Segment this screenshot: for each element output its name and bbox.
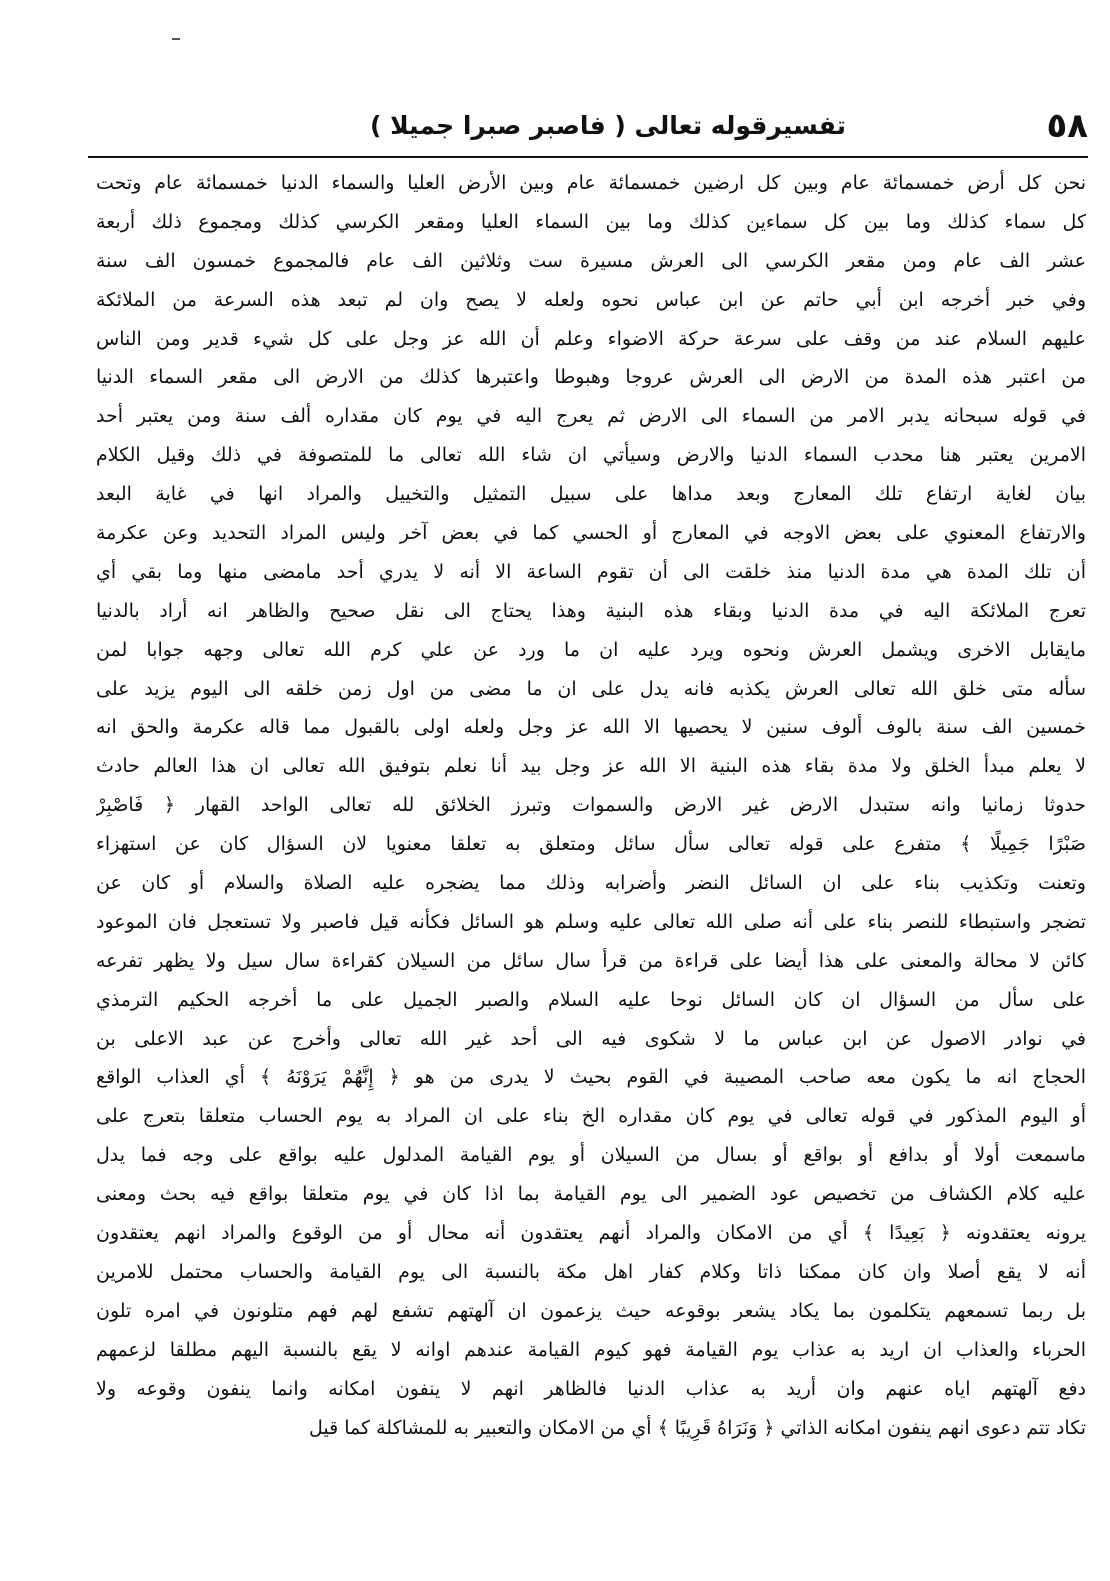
scan-speck xyxy=(172,38,180,40)
text-line: كل سماء كذلك وما بين كل سماءين كذلك وما بين السماء العليا ومقعر الكرسي كذلك ومجموع ذلك أربعة xyxy=(96,210,1086,233)
page-number: ٥٨ xyxy=(1046,106,1088,146)
text-line: نحن كل أرض خمسمائة عام وبين كل ارضين خمسمائة عام وبين الأرض العليا والسماء الدنيا خمسمائة عام وتحت xyxy=(96,172,1086,194)
text-line: حدوثا زمانيا وانه ستبدل الارض غير الارض والسموات وتبرز الخلائق لله تعالى الواحد القهار ﴿ فَاصْبِرْ xyxy=(96,794,1086,817)
text-line: الحرباء والعذاب ان اريد به عذاب يوم القيامة فهو كيوم القيامة عندهم اوانه لا يقع بالنسبة اليهم مطلقا لزعمهم xyxy=(96,1338,1086,1361)
text-line: في قوله سبحانه يدبر الامر من السماء الى الارض ثم يعرج اليه في يوم كان مقداره ألف سنة ومن يعتبر أحد xyxy=(96,405,1086,428)
text-line: صَبْرًا جَمِيلًا ﴾ متفرع على قوله تعالى سأل سائل ومتعلق به تعلقا معنويا لان السؤال كان عن استهزاء xyxy=(96,833,1086,856)
text-line: أن تلك المدة هي مدة الدنيا منذ خلقت الى أن تقوم الساعة الا أنه لا يدري أحد مامضى منها وما بقي أي xyxy=(96,560,1086,583)
text-line: دفع آلهتهم اياه عنهم وان أريد به عذاب الدنيا فالظاهر انهم لا ينفون امكانه وانما ينفون وقوعه ولا xyxy=(96,1377,1086,1400)
text-line: سأله متى خلق الله تعالى العرش يكذبه فانه يدل على ان ما مضى من اول زمن خلقه الى اليوم يزيد على xyxy=(96,677,1086,700)
text-line: كائن لا محالة والمعنى على هذا أيضا على قراءة من قرأ سال سائل من السيلان كقراءة سال سيل ولا يظهر تفرعه xyxy=(96,949,1086,972)
text-line: من اعتبر هذه المدة من الارض الى العرش عروجا وهبوطا واعتبرها كذلك من الارض الى مقعر السماء الدنيا xyxy=(96,366,1086,389)
text-line: خمسين الف سنة بالوف ألوف سنين لا يحصيها الا الله عز وجل ولعله اولى بالقبول مما قاله عكرمة والحق انه xyxy=(96,716,1086,739)
text-line: أنه لا يقع أصلا وان كان ممكنا ذاتا وكلام كفار اهل مكة بالنسبة الى يوم القيامة والحساب محتمل للامرين xyxy=(96,1260,1086,1283)
text-line: بل ربما تسمعهم يتكلمون بما يكاد يشعر بوقوعه حيث يزعمون ان آلهتهم تشفع لهم فهم متلونون في امره تلون xyxy=(96,1299,1086,1322)
text-line: عليهم السلام عند من وقف على سرعة حركة الاضواء وعلم أن الله عز وجل على كل شيء قدير ومن الناس xyxy=(96,327,1086,350)
body-text xyxy=(96,164,1086,1447)
page-header xyxy=(88,100,1088,160)
text-line: تكاد تتم دعوى انهم ينفون امكانه الذاتي ﴿ وَنَرَاهُ قَرِيبًا ﴾ أي من الامكان والتعبير به للمشاكلة كما قيل xyxy=(309,1416,1086,1439)
text-line: بيان لغاية ارتفاع تلك المعارج وبعد مداها على سبيل التمثيل والتخييل والمراد انها في غاية البعد xyxy=(96,483,1086,506)
text-line: لا يعلم مبدأ الخلق ولا مدة بقاء هذه البنية الا الله عز وجل بيد أنا نعلم بتوفيق الله تعالى ان هذا العالم حادث xyxy=(96,755,1086,778)
text-line: الامرين يعتبر هنا محدب السماء الدنيا والارض وسيأتي ان شاء الله تعالى ما للمتصوفة في ذلك وقيل الكلام xyxy=(96,444,1086,467)
text-line: تعرج الملائكة اليه في مدة الدنيا وبقاء هذه البنية وهذا يحتاج الى نقل صحيح والظاهر انه أراد بالدنيا xyxy=(96,599,1086,622)
text-line: ماسمعت أولا أو بدافع أو بواقع أو بسال من السيلان أو يوم القيامة المدلول عليه بواقع على وجه فما يدل xyxy=(96,1144,1086,1167)
text-line: أو اليوم المذكور في قوله تعالى في يوم كان مقداره الخ بناء على ان المراد به يوم الحساب متعلقا بتعرج على xyxy=(96,1105,1086,1128)
text-line: وفي خبر أخرجه ابن أبي حاتم عن ابن عباس نحوه ولعله لا يصح وان لم تبعد هذه السرعة من الملائكة xyxy=(96,288,1086,311)
text-line: في نوادر الاصول عن ابن عباس ما لا شكوى فيه الى أحد غير الله تعالى وأخرج عن عبد الاعلى بن xyxy=(96,1027,1086,1050)
text-line: مايقابل الاخرى ويشمل العرش ونحوه ويرد عليه ان ما ورد عن علي كرم الله تعالى وجهه جوابا لمن xyxy=(96,638,1086,661)
text-line: عشر الف عام ومن مقعر الكرسي الى العرش مسيرة ست وثلاثين الف عام فالمجموع خمسون الف سنة xyxy=(96,249,1086,272)
text-line: عليه كلام الكشاف من تخصيص عود الضمير الى يوم القيامة بما اذا كان في يوم متعلقا بواقع فيه بحث ومعنى xyxy=(96,1183,1086,1206)
text-line: والارتفاع المعنوي على بعض الاوجه في المعارج أو الحسي كما في بعض آخر وليس المراد التحديد وعن عكرمة xyxy=(96,522,1086,545)
text-line: تضجر واستبطاء للنصر بناء على أنه صلى الله تعالى عليه وسلم هو السائل فكأنه قيل فاصبر ولا تستعجل فان الموعود xyxy=(96,910,1086,933)
text-line: على سأل من السؤال ان كان السائل نوحا عليه السلام والصبر الجميل على ما أخرجه الحكيم الترمذي xyxy=(96,988,1086,1011)
text-line: وتعنت وتكذيب بناء على ان السائل النضر وأضرابه وذلك مما يضجره عليه الصلاة والسلام أو كان عن xyxy=(96,872,1086,895)
text-line: يرونه يعتقدونه ﴿ بَعِيدًا ﴾ أي من الامكان والمراد أنهم يعتقدون أنه محال أو من الوقوع والمراد انهم يعتقدون xyxy=(96,1222,1086,1245)
text-line: الحجاج انه ما يكون معه صاحب المصيبة في القوم بحيث لا يدرى من هو ﴿ إِنَّهُمْ يَرَوْنَهُ ﴾ أي العذاب الواقع xyxy=(96,1066,1086,1089)
header-rule xyxy=(88,156,1088,158)
running-title: تفسيرقوله تعالى ( فاصبر صبرا جميلا ) xyxy=(370,111,846,140)
